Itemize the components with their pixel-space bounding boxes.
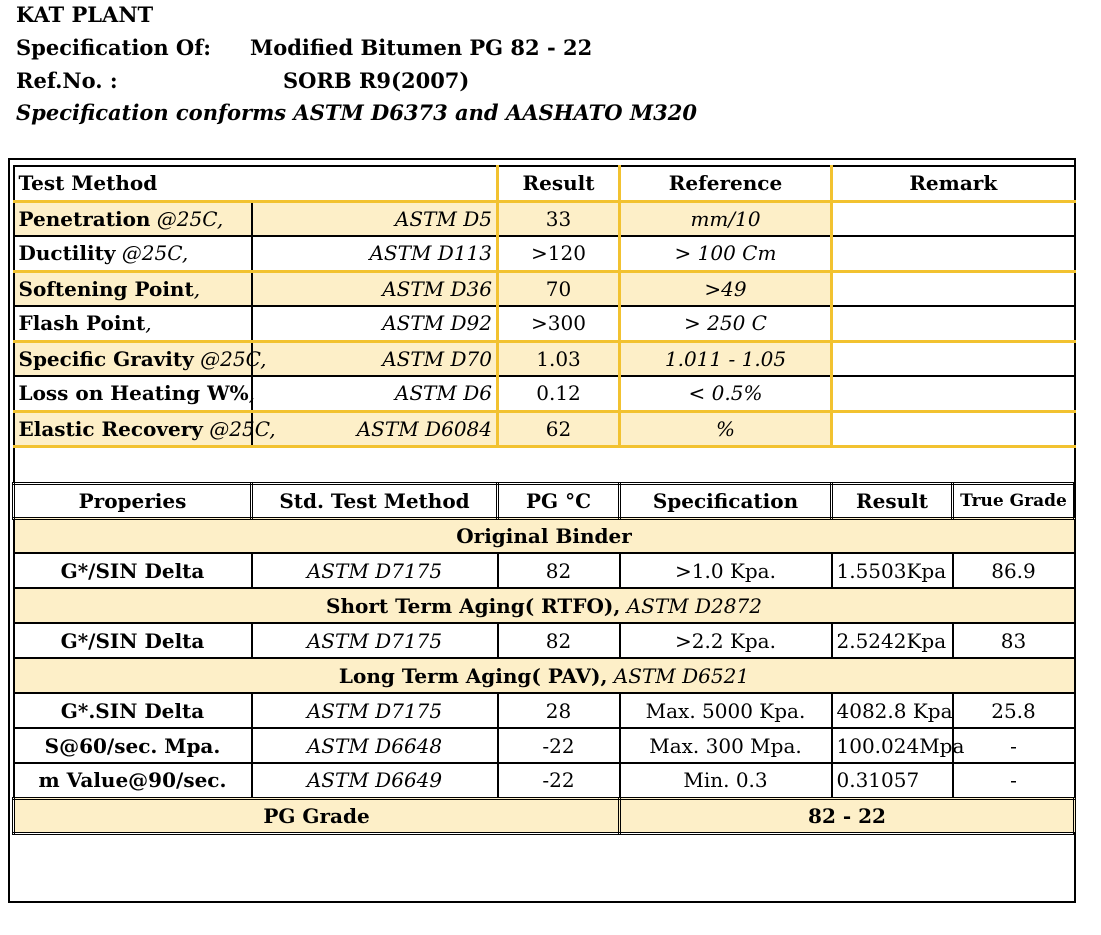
test-remark xyxy=(832,271,1075,306)
test-remark xyxy=(832,201,1075,236)
grade-row xyxy=(14,728,1075,763)
property-pg: -22 xyxy=(498,763,620,798)
grade-header-row xyxy=(14,483,1075,518)
test-reference: 1.011 - 1.05 xyxy=(620,341,832,376)
grade-row xyxy=(14,553,1075,588)
test-remark xyxy=(832,341,1075,376)
property-spec: Min. 0.3 xyxy=(620,763,832,798)
property-spec: >1.0 Kpa. xyxy=(620,553,832,588)
test-row xyxy=(14,236,1075,271)
test-result: 33 xyxy=(498,201,620,236)
test-reference: % xyxy=(620,411,832,446)
property-name: G*/SIN Delta xyxy=(14,553,252,588)
section-long-term-aging: Long Term Aging( PAV), ASTM D6521 xyxy=(14,658,1075,693)
header-test-method: Test Method xyxy=(14,166,498,201)
grade-row xyxy=(14,693,1075,728)
property-result: 1.5503Kpa xyxy=(832,553,953,588)
test-remark xyxy=(832,376,1075,411)
spec-value: Modified Bitumen PG 82 - 22 xyxy=(250,35,593,60)
property-result: 2.5242Kpa xyxy=(832,623,953,658)
header-true-grade: True Grade xyxy=(953,483,1075,518)
property-pg: -22 xyxy=(498,728,620,763)
property-method: ASTM D7175 xyxy=(252,553,498,588)
test-reference: > 100 Cm xyxy=(620,236,832,271)
property-spec: Max. 300 Mpa. xyxy=(620,728,832,763)
property-spec: >2.2 Kpa. xyxy=(620,623,832,658)
property-method: ASTM D7175 xyxy=(252,623,498,658)
grade-row xyxy=(14,623,1075,658)
test-reference: >49 xyxy=(620,271,832,306)
property-name: m Value@90/sec. xyxy=(14,763,252,798)
test-row xyxy=(14,341,1075,376)
pg-grade-label: PG Grade xyxy=(14,798,620,833)
property-method: ASTM D7175 xyxy=(252,693,498,728)
test-name: Loss on Heating W%, xyxy=(14,376,252,411)
test-name: Softening Point, xyxy=(14,271,252,306)
test-result: >300 xyxy=(498,306,620,341)
spacer-row xyxy=(14,446,1075,483)
test-result: >120 xyxy=(498,236,620,271)
header-pg: PG °C xyxy=(498,483,620,518)
test-remark xyxy=(832,306,1075,341)
header-std-test-method: Std. Test Method xyxy=(252,483,498,518)
section-row xyxy=(14,518,1075,553)
test-row xyxy=(14,306,1075,341)
test-name: Elastic Recovery @25C, xyxy=(14,411,252,446)
plant-name: KAT PLANT xyxy=(16,2,154,27)
test-row xyxy=(14,411,1075,446)
section-row xyxy=(14,658,1075,693)
property-name: G*/SIN Delta xyxy=(14,623,252,658)
section-short-term-aging: Short Term Aging( RTFO), ASTM D2872 xyxy=(14,588,1075,623)
property-true-grade: - xyxy=(953,763,1075,798)
spec-table xyxy=(12,165,1076,835)
test-method: ASTM D6084 xyxy=(252,411,498,446)
test-result: 1.03 xyxy=(498,341,620,376)
test-result: 0.12 xyxy=(498,376,620,411)
test-header-row xyxy=(14,166,1075,201)
test-method: ASTM D113 xyxy=(252,236,498,271)
test-result: 70 xyxy=(498,271,620,306)
ref-label: Ref.No. : xyxy=(16,68,118,93)
test-reference: < 0.5% xyxy=(620,376,832,411)
property-name: G*.SIN Delta xyxy=(14,693,252,728)
test-method: ASTM D70 xyxy=(252,341,498,376)
test-name: Penetration @25C, xyxy=(14,201,252,236)
test-name: Specific Gravity @25C, xyxy=(14,341,252,376)
property-name: S@60/sec. Mpa. xyxy=(14,728,252,763)
test-name: Ductility @25C, xyxy=(14,236,252,271)
test-reference: mm/10 xyxy=(620,201,832,236)
property-result: 100.024Mpa xyxy=(832,728,953,763)
header-reference: Reference xyxy=(620,166,832,201)
test-method: ASTM D6 xyxy=(252,376,498,411)
grade-row xyxy=(14,763,1075,798)
header-result: Result xyxy=(832,483,953,518)
header-properties: Properies xyxy=(14,483,252,518)
header-result: Result xyxy=(498,166,620,201)
property-spec: Max. 5000 Kpa. xyxy=(620,693,832,728)
test-row xyxy=(14,201,1075,236)
spec-label: Specification Of: xyxy=(16,35,211,60)
ref-value: SORB R9(2007) xyxy=(283,68,470,93)
property-pg: 28 xyxy=(498,693,620,728)
property-method: ASTM D6648 xyxy=(252,728,498,763)
property-true-grade: 86.9 xyxy=(953,553,1075,588)
pg-grade-value: 82 - 22 xyxy=(620,798,1075,833)
property-result: 4082.8 Kpa xyxy=(832,693,953,728)
property-true-grade: 83 xyxy=(953,623,1075,658)
section-row xyxy=(14,588,1075,623)
conforms-note: Specification conforms ASTM D6373 and AASHATO M320 xyxy=(16,100,697,125)
property-true-grade: - xyxy=(953,728,1075,763)
section-original-binder: Original Binder xyxy=(14,518,1075,553)
property-pg: 82 xyxy=(498,623,620,658)
test-row xyxy=(14,376,1075,411)
property-pg: 82 xyxy=(498,553,620,588)
spacer-cell xyxy=(14,446,1075,483)
test-reference: > 250 C xyxy=(620,306,832,341)
test-method: ASTM D92 xyxy=(252,306,498,341)
test-name: Flash Point, xyxy=(14,306,252,341)
pg-grade-row xyxy=(14,798,1075,833)
property-result: 0.31057 xyxy=(832,763,953,798)
test-result: 62 xyxy=(498,411,620,446)
header-remark: Remark xyxy=(832,166,1075,201)
test-method: ASTM D36 xyxy=(252,271,498,306)
property-method: ASTM D6649 xyxy=(252,763,498,798)
test-remark xyxy=(832,411,1075,446)
test-row xyxy=(14,271,1075,306)
test-remark xyxy=(832,236,1075,271)
test-method: ASTM D5 xyxy=(252,201,498,236)
property-true-grade: 25.8 xyxy=(953,693,1075,728)
header-specification: Specification xyxy=(620,483,832,518)
